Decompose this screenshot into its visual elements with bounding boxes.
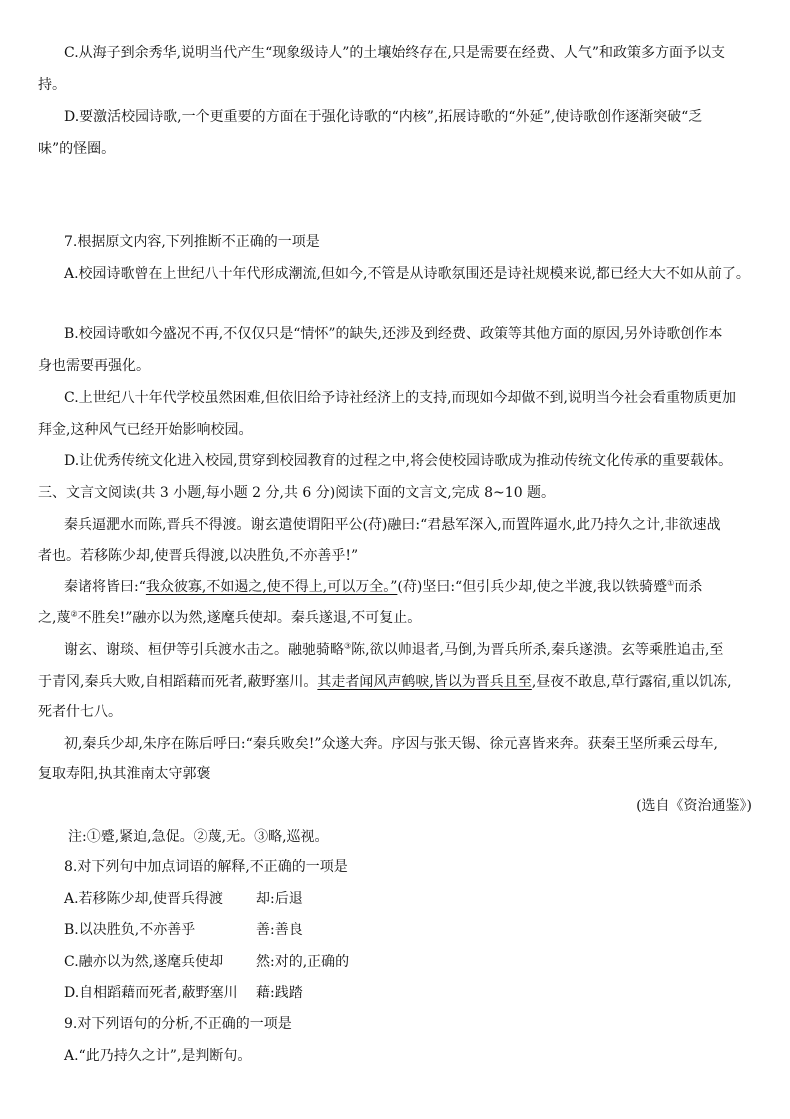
q9-option-a: A.“此乃持久之计”,是判断句。 — [64, 1048, 252, 1064]
q9-stem: 9.对下列语句的分析,不正确的一项是 — [64, 1016, 292, 1032]
option-sentence: D.自相蹈藉而死者,蔽野塞川 — [64, 985, 238, 1001]
option-definition: 却:后退 — [256, 891, 303, 907]
option-c-line1: C.从海子到余秀华,说明当代产生“现象级诗人”的土壤始终存在,只是需要在经费、人气”和政策多方面予以支 — [64, 45, 726, 61]
option-definition: 善:善良 — [256, 922, 303, 938]
footnote-marker: ② — [70, 609, 78, 619]
footnotes: 注:①蹙,紧迫,急促。②蔑,无。③略,巡视。 — [68, 829, 329, 845]
passage-text: 之,蔑 — [38, 610, 71, 626]
passage-text: ,昼夜不敢息,草行露宿,重以饥冻, — [531, 674, 732, 690]
passage-p1-line2: 者也。若移陈少却,使晋兵得渡,以决胜负,不亦善乎!” — [38, 548, 359, 564]
passage-text: (苻)坚曰:“但引兵少却,使之半渡,我以铁骑蹙 — [397, 579, 668, 595]
q7-option-a: A.校园诗歌曾在上世纪八十年代形成潮流,但如今,不管是从诗歌氛围还是诗社规模来说,都已经大大不如从前了。 — [64, 266, 750, 282]
footnote-marker: ③ — [344, 641, 352, 651]
passage-p4-line2: 复取寿阳,执其淮南太守郭褒 — [38, 766, 211, 782]
passage-p3-line3: 死者什七八。 — [38, 704, 122, 720]
underlined-sentence: 我众彼寡,不如遏之,使不得上,可以万全。” — [145, 579, 398, 595]
footnote-marker: ① — [667, 578, 675, 588]
option-c-line2: 持。 — [38, 77, 66, 93]
source-citation: (选自《资治通鉴》) — [636, 798, 752, 814]
passage-p3-line2 — [38, 673, 732, 691]
section3-heading: 三、文言文阅读(共 3 小题,每小题 2 分,共 6 分)阅读下面的文言文,完成 8~10 题。 — [38, 485, 556, 501]
passage-text: 而杀 — [674, 579, 703, 595]
q7-option-d: D.让优秀传统文化进入校园,贯穿到校园教育的过程之中,将会使校园诗歌成为推动传统文化传承的重要载体。 — [64, 453, 733, 469]
q8-option-d — [64, 984, 303, 1002]
option-sentence: C.融亦以为然,遂麾兵使却 — [64, 954, 224, 970]
q7-stem: 7.根据原文内容,下列推断不正确的一项是 — [64, 234, 320, 250]
passage-text: 不胜矣!”融亦以为然,遂麾兵使却。秦兵遂退,不可复止。 — [77, 610, 422, 626]
passage-p2-line1 — [64, 578, 702, 596]
q8-option-a — [64, 890, 303, 908]
option-definition: 然:对的,正确的 — [256, 954, 350, 970]
underlined-sentence: 其走者闻风声鹤唳,皆以为晋兵且至 — [317, 674, 532, 690]
q7-option-c-line2: 拜金,这种风气已经开始影响校园。 — [38, 422, 253, 438]
q8-option-c — [64, 953, 350, 971]
passage-p1-line1: 秦兵逼淝水而陈,晋兵不得渡。谢玄遣使谓阳平公(苻)融曰:“君悬军深入,而置阵逼水,此乃持久之计,非欲速战 — [64, 517, 721, 533]
q8-stem: 8.对下列句中加点词语的解释,不正确的一项是 — [64, 859, 348, 875]
option-definition: 藉:践踏 — [256, 985, 303, 1001]
q8-option-b — [64, 921, 303, 939]
passage-text: 于青冈,秦兵大败,自相蹈藉而死者,蔽野塞川。 — [38, 674, 318, 690]
option-sentence: B.以决胜负,不亦善乎 — [64, 922, 196, 938]
option-d-line2: 味”的怪圈。 — [38, 141, 116, 157]
option-sentence: A.若移陈少却,使晋兵得渡 — [64, 891, 224, 907]
q7-option-b-line1: B.校园诗歌如今盛况不再,不仅仅只是“情怀”的缺失,还涉及到经费、政策等其他方面的原因,另外诗歌创作本 — [64, 326, 723, 342]
passage-p2-line2 — [38, 609, 421, 627]
passage-text: 谢玄、谢琰、桓伊等引兵渡水击之。融驰骑略 — [64, 642, 344, 658]
passage-p4-line1: 初,秦兵少却,朱序在陈后呼曰:“秦兵败矣!”众遂大奔。序因与张天锡、徐元喜皆来奔。获秦王坚所乘云母车, — [64, 736, 719, 752]
passage-text: 陈,欲以帅退者,马倒,为晋兵所杀,秦兵遂溃。玄等乘胜追击,至 — [351, 642, 724, 658]
q7-option-c-line1: C.上世纪八十年代学校虽然困难,但依旧给予诗社经济上的支持,而现如今却做不到,说明当今社会看重物质更加 — [64, 390, 737, 406]
q7-option-b-line2: 身也需要再强化。 — [38, 358, 150, 374]
option-d-line1: D.要激活校园诗歌,一个更重要的方面在于强化诗歌的“内核”,拓展诗歌的“外延”,使诗歌创作逐渐突破“乏 — [64, 109, 703, 125]
passage-p3-line1 — [64, 641, 723, 659]
passage-text: 秦诸将皆曰:“ — [64, 579, 146, 595]
